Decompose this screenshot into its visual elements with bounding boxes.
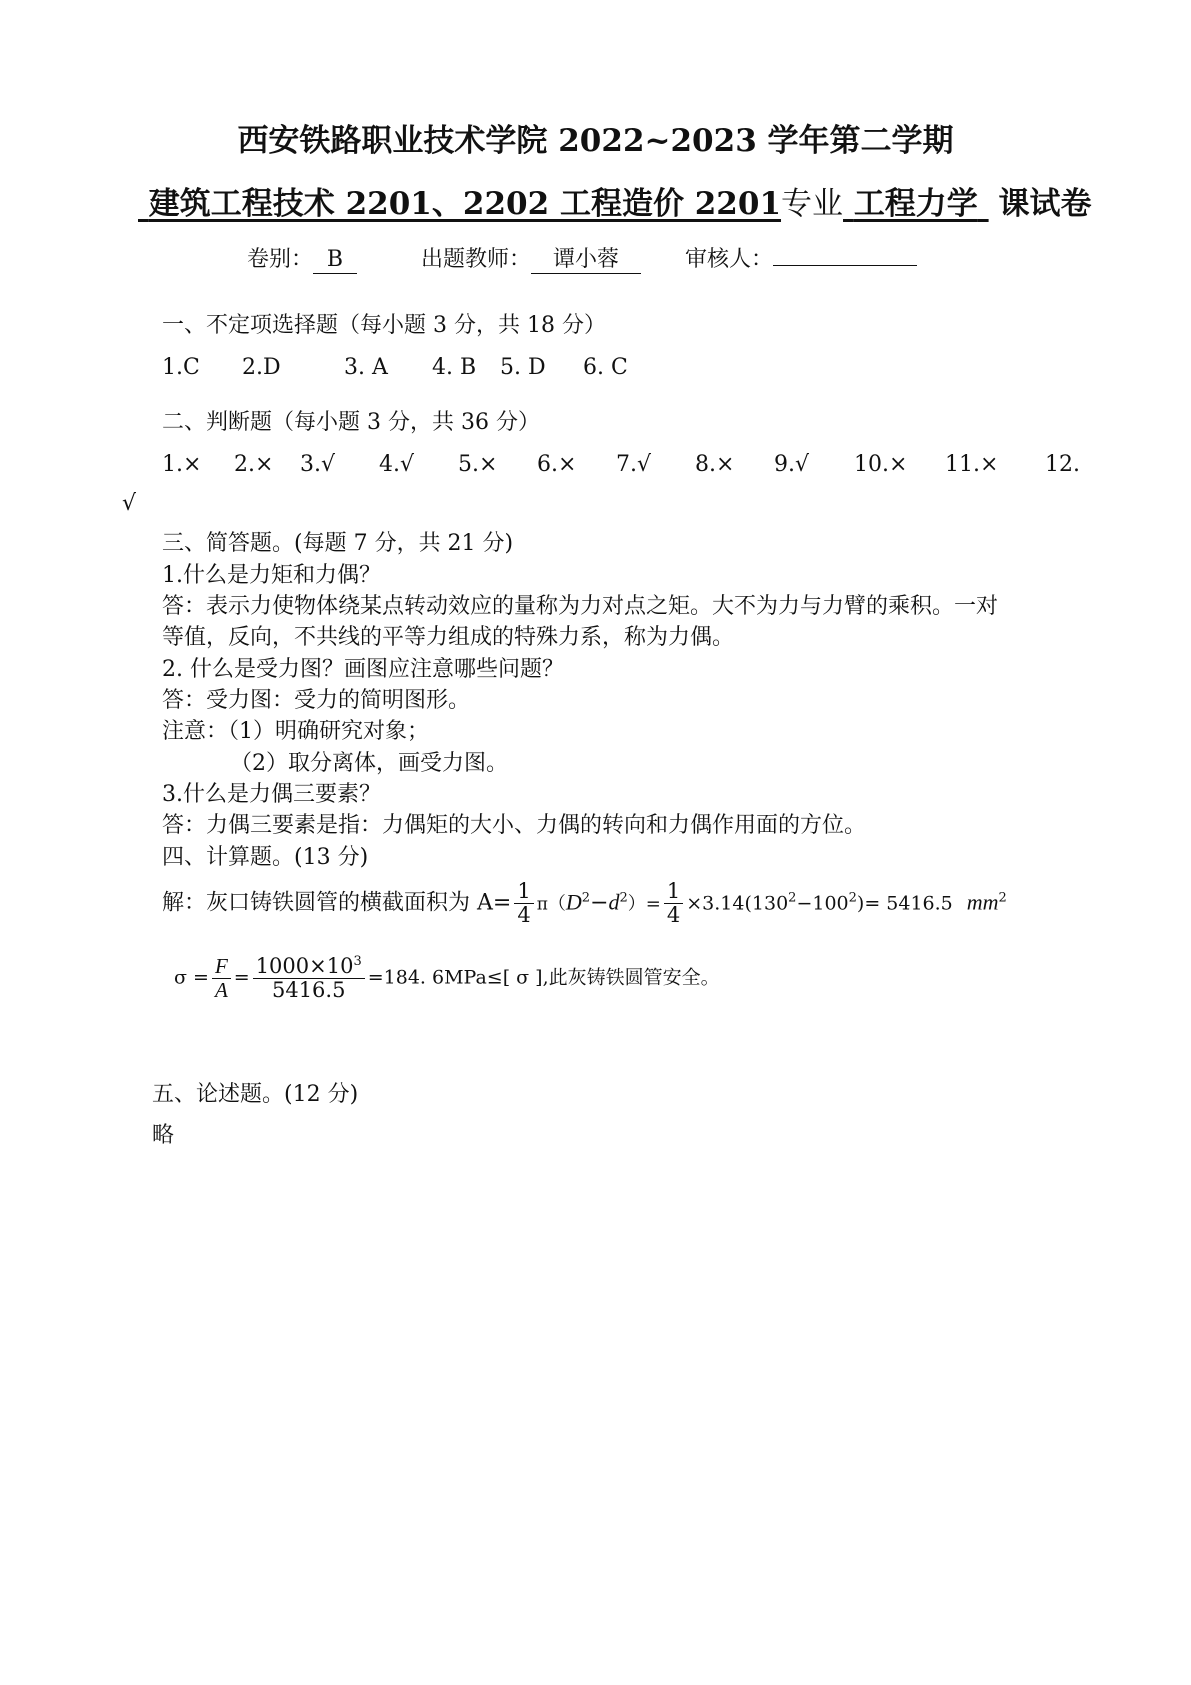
section5-body: 略 bbox=[152, 1123, 175, 1148]
subtitle-suffix: 课试卷 bbox=[998, 186, 1092, 222]
answer-2-line2: 注意：（1）明确研究对象； bbox=[162, 719, 429, 744]
solution-area-formula: 解：灰口铸铁圆管的横截面积为 A= $\frac{1}{4}$ $\pi(D^2-d^2)=$ $\frac{1}{4}$ $\times 3.14(130^2-100^2)= 5416.5$ $mm^2$ bbox=[162, 879, 1007, 928]
answer-item: 6. C bbox=[583, 355, 628, 380]
answer-1-line1: 答：表示力使物体绕某点转动效应的量称为力对点之矩。大不为力与力臂的乘积。一对 bbox=[162, 594, 999, 619]
paper-type-value: B bbox=[313, 247, 357, 274]
zhuanye-label: 专业 bbox=[781, 186, 844, 222]
answer-item: 1.× bbox=[162, 452, 202, 477]
exam-subtitle bbox=[138, 186, 1091, 223]
answer-item: 9.√ bbox=[774, 452, 810, 477]
question-3: 3.什么是力偶三要素？ bbox=[162, 782, 381, 807]
major-name: 建筑工程技术 2201、2202 工程造价 2201 bbox=[148, 186, 782, 222]
answer-item: 5.× bbox=[458, 452, 498, 477]
exam-meta bbox=[247, 243, 917, 274]
answer-item: 2.D bbox=[242, 355, 281, 380]
section5-heading: 五、论述题。(12 分) bbox=[152, 1082, 359, 1107]
answer-item: 7.√ bbox=[616, 452, 652, 477]
answer-item: 11.× bbox=[945, 452, 999, 477]
question-1: 1.什么是力矩和力偶？ bbox=[162, 563, 381, 588]
section1-answers bbox=[162, 355, 628, 381]
answer-item: 8.× bbox=[695, 452, 735, 477]
answer-item: 1.C bbox=[162, 355, 200, 380]
reviewer-blank bbox=[773, 243, 917, 266]
answer-item: 6.× bbox=[537, 452, 577, 477]
answer-2-line3: （2）取分离体，画受力图。 bbox=[230, 751, 508, 776]
answer-item: 3.√ bbox=[300, 452, 336, 477]
paper-type-label: 卷别： bbox=[247, 247, 314, 272]
stress-formula: σ = $\frac{F}{A}$ = $\frac{1000\times 10^3}{5416.5}$ =184. 6MPa≤[ σ ],此灰铸铁圆管安全。 bbox=[174, 954, 720, 1003]
section2-wrap: √ bbox=[122, 491, 137, 516]
answer-3: 答：力偶三要素是指：力偶矩的大小、力偶的转向和力偶作用面的方位。 bbox=[162, 813, 867, 838]
section3-heading: 三、简答题。(每题 7 分，共 21 分) bbox=[162, 531, 514, 556]
answer-item: 3. A bbox=[344, 355, 388, 380]
answer-2-line1: 答：受力图：受力的简明图形。 bbox=[162, 688, 471, 713]
course-name: 工程力学 bbox=[853, 186, 978, 222]
section4-heading: 四、计算题。(13 分) bbox=[162, 845, 369, 870]
answer-item: 4. B bbox=[432, 355, 477, 380]
exam-title: 西安铁路职业技术学院 2022~2023 学年第二学期 bbox=[237, 123, 954, 159]
answer-item: 4.√ bbox=[379, 452, 415, 477]
teacher-label: 出题教师： bbox=[421, 247, 532, 272]
answer-item: 5. D bbox=[500, 355, 546, 380]
answer-1-line2: 等值，反向，不共线的平等力组成的特殊力系，称为力偶。 bbox=[162, 625, 735, 650]
section2-heading: 二、判断题（每小题 3 分，共 36 分） bbox=[162, 410, 540, 435]
question-2: 2. 什么是受力图？画图应注意哪些问题？ bbox=[162, 657, 564, 682]
answer-item: 10.× bbox=[854, 452, 908, 477]
reviewer-label: 审核人： bbox=[685, 247, 774, 272]
answer-item: 12. bbox=[1045, 452, 1080, 477]
section1-heading: 一、不定项选择题（每小题 3 分，共 18 分） bbox=[162, 313, 606, 338]
section2-answers bbox=[162, 452, 1080, 478]
teacher-value: 谭小蓉 bbox=[531, 247, 641, 274]
answer-item: 2.× bbox=[234, 452, 274, 477]
